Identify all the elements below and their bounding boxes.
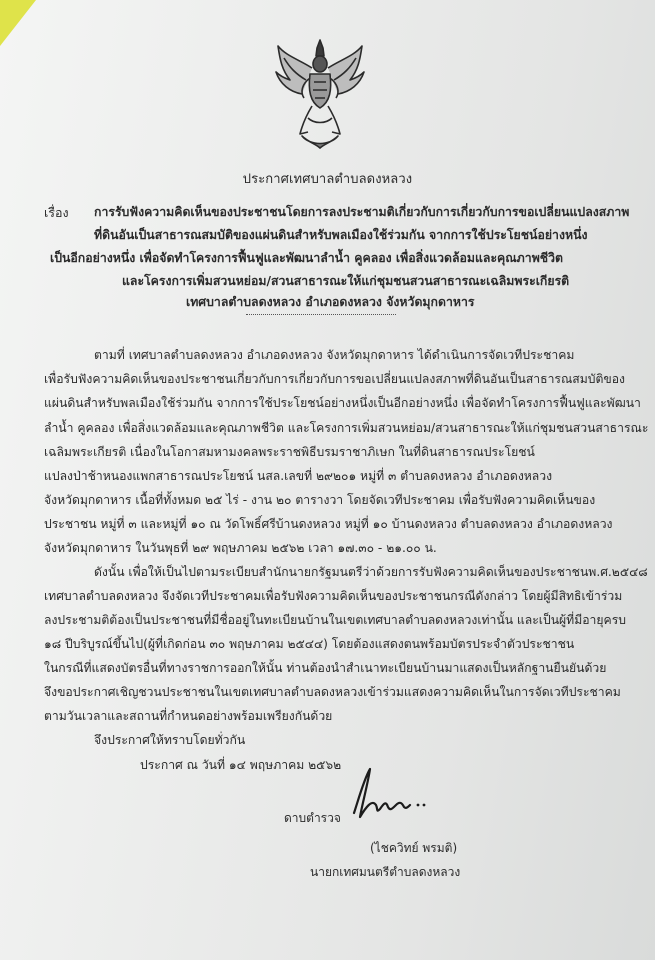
body-line-16: ตามวันเวลาและสถานที่กำหนดอย่างพร้อมเพรียงกันด้วย bbox=[44, 709, 333, 723]
yellow-corner-tab bbox=[0, 0, 36, 46]
signatory-name: (ไชควิทย์ พรมติ) bbox=[370, 841, 458, 855]
body-line-12: ลงประชามติต้องเป็นประชาชนที่มีชื่ออยู่ในทะเบียนบ้านในเขตเทศบาลตำบลดงหลวงเท่านั้น และเป็นผู้ที่มีอายุครบ bbox=[44, 613, 626, 627]
body-line-7: จังหวัดมุกดาหาร เนื้อที่ทั้งหมด ๒๕ ไร่ - งาน ๒๐ ตารางวา โดยจัดเวทีประชาคม เพื่อรับฟังความคิดเห็นของ bbox=[44, 493, 596, 507]
handwritten-signature bbox=[340, 765, 435, 825]
body-line-5: เฉลิมพระเกียรติ เนื่องในโอกาสมหามงคลพระราชพิธีบรมราชาภิเษก ในที่ดินสาธารณประโยชน์ bbox=[44, 445, 535, 459]
body-line-1: ตามที่ เทศบาลตำบลดงหลวง อำเภอดงหลวง จังหวัดมุกดาหาร ได้ดำเนินการจัดเวทีประชาคม bbox=[94, 348, 575, 362]
subject-line-1: การรับฟังความคิดเห็นของประชาชนโดยการลงประชามติเกี่ยวกับการเกี่ยวกับการขอเปลี่ยนแปลงสภาพ bbox=[94, 205, 630, 219]
body-line-4: ลำน้ำ คูคลอง เพื่อสิ่งแวดล้อมและคุณภาพชีวิต และโครงการเพิ่มสวนหย่อม/สวนสาธารณะให้แก่ชุมชนสวนสาธารณะ bbox=[44, 421, 649, 435]
subject-label: เรื่อง bbox=[44, 205, 69, 220]
body-line-17: จึงประกาศให้ทราบโดยทั่วกัน bbox=[94, 733, 246, 747]
issue-date: ประกาศ ณ วันที่ ๑๔ พฤษภาคม ๒๕๖๒ bbox=[140, 758, 342, 772]
subject-line-4: และโครงการเพิ่มสวนหย่อม/สวนสาธารณะให้แก่ชุมชนสวนสาธารณะเฉลิมพระเกียรติ bbox=[122, 274, 570, 288]
body-line-9: จังหวัดมุกดาหาร ในวันพุธที่ ๒๙ พฤษภาคม ๒๕๖๒ เวลา ๑๗.๓๐ - ๒๑.๐๐ น. bbox=[44, 541, 437, 555]
announcement-title: ประกาศเทศบาลตำบลดงหลวง bbox=[242, 172, 413, 187]
body-line-3: แผ่นดินสำหรับพลเมืองใช้ร่วมกัน จากการใช้ประโยชน์อย่างหนึ่งเป็นอีกอย่างหนึ่ง เพื่อจัดทำโครงการฟื้นฟูและพัฒนา bbox=[44, 396, 641, 410]
body-line-13: ๑๘ ปีบริบูรณ์ขึ้นไป(ผู้ที่เกิดก่อน ๓๐ พฤษภาคม ๒๕๔๔) โดยต้องแสดงตนพร้อมบัตรประจำตัวประชาชน bbox=[44, 637, 575, 651]
body-line-14: ในกรณีที่แสดงบัตรอื่นที่ทางราชการออกให้นั้น ท่านต้องนำสำเนาทะเบียนบ้านมาแสดงเป็นหลักฐานยืนยันด้วย bbox=[44, 661, 607, 675]
subject-line-2: ที่ดินอันเป็นสาธารณสมบัติของแผ่นดินสำหรับพลเมืองใช้ร่วมกัน จากการใช้ประโยชน์อย่างหนึ่ง bbox=[94, 228, 588, 242]
title-divider bbox=[246, 314, 396, 315]
body-line-2: เพื่อรับฟังความคิดเห็นของประชาชนเกี่ยวกับการเกี่ยวกับการขอเปลี่ยนแปลงสภาพที่ดินอันเป็นสาธารณสมบัติของ bbox=[44, 372, 625, 386]
signatory-rank: ดาบตำรวจ bbox=[284, 811, 341, 825]
body-line-15: จึงขอประกาศเชิญชวนประชาชนในเขตเทศบาลตำบลดงหลวงเข้าร่วมแสดงความคิดเห็นในการจัดเวทีประชาคม bbox=[44, 685, 621, 699]
signatory-title: นายกเทศมนตรีตำบลดงหลวง bbox=[310, 865, 461, 879]
body-line-10: ดังนั้น เพื่อให้เป็นไปตามระเบียบสำนักนายกรัฐมนตรีว่าด้วยการรับฟังความคิดเห็นของประชาชนพ.ศ.๒๕๔๘ bbox=[94, 565, 648, 579]
body-line-11: เทศบาลตำบลดงหลวง จึงจัดเวทีประชาคมเพื่อรับฟังความคิดเห็นของประชาชนกรณีดังกล่าว โดยผู้มีสิทธิเข้าร่วม bbox=[44, 589, 623, 603]
body-line-8: ประชาชน หมู่ที่ ๓ และหมู่ที่ ๑๐ ณ วัดโพธิ์ศรีบ้านดงหลวง หมู่ที่ ๑๐ บ้านดงหลวง ตำบลดงหลวง อำเภอดงหลวง bbox=[44, 517, 613, 531]
garuda-emblem-icon bbox=[272, 38, 368, 150]
subject-line-5: เทศบาลตำบลดงหลวง อำเภอดงหลวง จังหวัดมุกดาหาร bbox=[186, 295, 475, 309]
subject-line-3: เป็นอีกอย่างหนึ่ง เพื่อจัดทำโครงการฟื้นฟูและพัฒนาลำน้ำ คูคลอง เพื่อสิ่งแวดล้อมและคุณภาพชีวิต bbox=[50, 251, 564, 265]
body-line-6: แปลงป่าช้าหนองแพกสาธารณประโยชน์ นสล.เลขที่ ๒๙๒๐๑ หมู่ที่ ๓ ตำบลดงหลวง อำเภอดงหลวง bbox=[44, 469, 553, 483]
